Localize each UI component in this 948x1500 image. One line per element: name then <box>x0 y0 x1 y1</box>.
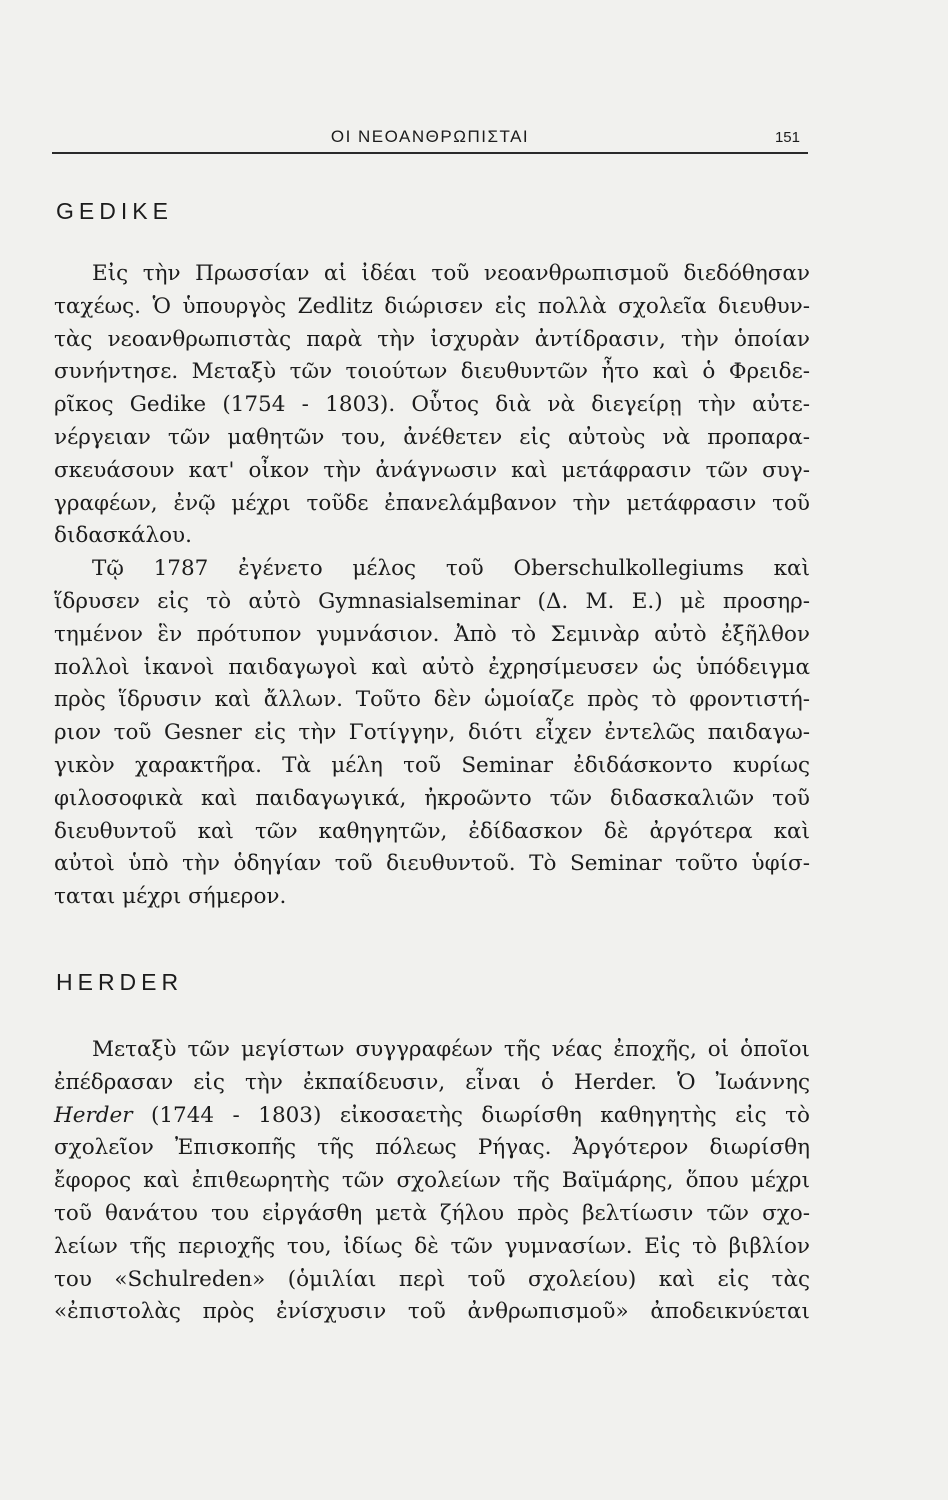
paragraph-line: ταχέως. Ὁ ὑπουργὸς Zedlitz διώρισεν εἰς πολλὰ σχολεῖα διευθυν- <box>54 293 810 319</box>
paragraph-line: τὰς νεοανθρωπιστὰς παρὰ τὴν ἰσχυρὰν ἀντίδρασιν, τὴν ὁποίαν <box>54 326 810 352</box>
paragraph-line: ἵδρυσεν εἰς τὸ αὐτὸ Gymnasialseminar (Δ. Μ. Ε.) μὲ προσηρ- <box>54 588 810 614</box>
paragraph-line: πρὸς ἵδρυσιν καὶ ἄλλων. Τοῦτο δὲν ὡμοίαζε πρὸς τὸ φροντιστή- <box>54 687 810 713</box>
paragraph-line-rest: (1744 - 1803) εἰκοσαετὴς διωρίσθη καθηγητὴς εἰς τὸ <box>150 1102 810 1128</box>
section-heading-gedike: GEDIKE <box>56 198 173 224</box>
paragraph-line: πολλοὶ ἱκανοὶ παιδαγωγοὶ καὶ αὐτὸ ἐχρησίμευσεν ὡς ὑπόδειγμα <box>54 654 810 680</box>
paragraph-line: σχολεῖον Ἐπισκοπῆς τῆς πόλεως Ρήγας. Ἀργότερον διωρίσθη <box>54 1135 810 1161</box>
paragraph-line: γικὸν χαρακτῆρα. Τὰ μέλη τοῦ Seminar ἐδιδάσκοντο κυρίως <box>54 752 810 778</box>
herder-name-italic: Herder <box>54 1102 133 1128</box>
paragraph-line-with-name <box>54 1100 810 1133</box>
paragraph-line: διευθυντοῦ καὶ τῶν καθηγητῶν, ἐδίδασκον δὲ ἀργότερα καὶ <box>54 818 810 844</box>
paragraph-line: τημένον ἓν πρότυπον γυμνάσιον. Ἀπὸ τὸ Σεμινὰρ αὐτὸ ἐξῆλθον <box>54 621 810 647</box>
paragraph-line: Τῷ 1787 ἐγένετο μέλος τοῦ Oberschulkollegiums καὶ <box>92 556 810 582</box>
paragraph-line: «ἐπιστολὰς πρὸς ἐνίσχυσιν τοῦ ἀνθρωπισμοῦ» ἀποδεικνύεται <box>54 1299 810 1325</box>
paragraph-line: λείων τῆς περιοχῆς του, ἰδίως δὲ τῶν γυμνασίων. Εἰς τὸ βιβλίον <box>54 1233 810 1259</box>
paragraph-line: αὐτοὶ ὑπὸ τὴν ὁδηγίαν τοῦ διευθυντοῦ. Τὸ Seminar τοῦτο ὑφίσ- <box>54 851 810 877</box>
page-number: 151 <box>774 129 800 146</box>
paragraph-line: τοῦ θανάτου του εἰργάσθη μετὰ ζήλου πρὸς βελτίωσιν τῶν σχο- <box>54 1200 810 1226</box>
paragraph-line: Εἰς τὴν Πρωσσίαν αἱ ἰδέαι τοῦ νεοανθρωπισμοῦ διεδόθησαν <box>92 261 810 286</box>
paragraph-line: ἔφορος καὶ ἐπιθεωρητὴς τῶν σχολείων τῆς Βαϊμάρης, ὅπου μέχρι <box>54 1168 810 1194</box>
paragraph-line: ριον τοῦ Gesner εἰς τὴν Γοτίγγην, διότι εἶχεν ἐντελῶς παιδαγω- <box>54 720 810 746</box>
paragraph-line: του «Schulreden» (ὁμιλίαι περὶ τοῦ σχολείου) καὶ εἰς τὰς <box>54 1266 810 1292</box>
paragraph-line: ταται μέχρι σήμερον. <box>54 884 287 910</box>
paragraph-line: νέργειαν τῶν μαθητῶν του, ἀνέθετεν εἰς αὐτοὺς νὰ προπαρα- <box>54 424 810 450</box>
paragraph-line: Μεταξὺ τῶν μεγίστων συγγραφέων τῆς νέας ἐποχῆς, οἱ ὁποῖοι <box>92 1037 810 1062</box>
section-body-herder <box>54 1034 810 1329</box>
paragraph-line: διδασκάλου. <box>54 523 192 549</box>
paragraph-line: ἐπέδρασαν εἰς τὴν ἐκπαίδευσιν, εἶναι ὁ Herder. Ὁ Ἰωάννης <box>54 1069 810 1095</box>
section-heading-herder: HERDER <box>56 969 184 995</box>
paragraph-line: συνήντησε. Μεταξὺ τῶν τοιούτων διευθυντῶν ἦτο καὶ ὁ Φρειδε- <box>54 359 810 385</box>
paragraph-line: σκευάσουν κατ' οἶκον τὴν ἀνάγνωσιν καὶ μετάφρασιν τῶν συγ- <box>54 457 810 483</box>
paragraph-line: φιλοσοφικὰ καὶ παιδαγωγικά, ἠκροῶντο τῶν διδασκαλιῶν τοῦ <box>54 785 810 811</box>
running-head: ΟΙ ΝΕΟΑΝΘΡΩΠΙΣΤΑΙ <box>330 127 530 146</box>
paragraph-line: ρῖκος Gedike (1754 - 1803). Οὗτος διὰ νὰ διεγείρῃ τὴν αὐτε- <box>54 392 810 418</box>
paragraph-line: γραφέων, ἐνῷ μέχρι τοῦδε ἐπανελάμβανον τὴν μετάφρασιν τοῦ <box>54 490 810 516</box>
page-header <box>52 126 808 154</box>
section-body-gedike <box>54 258 810 914</box>
